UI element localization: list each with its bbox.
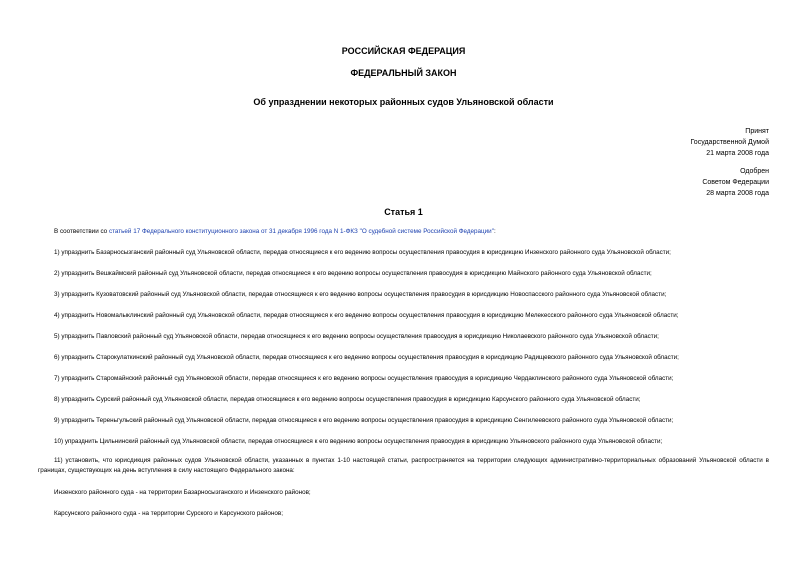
article-intro (38, 227, 769, 237)
list-item: 7) упразднить Старомайнский районный суд Ульяновской области, передав относящиеся к его ведению вопросы осуществления правосудия в юрисдикцию Чердаклинского районного суда Ульяновской области; (54, 375, 674, 382)
list-item: 10) упразднить Цильнинский районный суд Ульяновской области, передав относящиеся к его ведению вопросы осуществления правосудия в юрисдикцию Ульяновского районного суда Ульяновской области; (54, 438, 663, 445)
list-item: 8) упразднить Сурский районный суд Ульяновской области, передав относящиеся к его ведению вопросы осуществления правосудия в юрисдикцию Карсунского районного суда Ульяновской области; (54, 396, 641, 403)
list-item: 1) упразднить Базарносызганский районный суд Ульяновской области, передав относящиеся к его ведению вопросы осуществления правосудия в юрисдикцию Инзенского районного суда Ульяновской области; (54, 249, 671, 256)
list-item: 3) упразднить Кузоватовский районный суд Ульяновской области, передав относящиеся к его ведению вопросы осуществления правосудия в юрисдикцию Новоспасского районного суда Ульяновской области; (54, 291, 667, 298)
approved-date: 28 марта 2008 года (706, 190, 769, 197)
adopted-block (690, 126, 769, 159)
list-item: 5) упразднить Павловский районный суд Ульяновской области, передав относящиеся к его ведению вопросы осуществления правосудия в юрисдикцию Николаевского районного суда Ульяновской области; (54, 333, 659, 340)
approved-body: Советом Федерации (702, 179, 769, 186)
intro-prefix: В соответствии со (54, 228, 109, 235)
sub-item: Инзенского районного суда - на территории Базарносызганского и Инзенского районов; (54, 489, 311, 496)
adopted-label: Принят (745, 128, 769, 135)
adopted-body: Государственной Думой (690, 139, 769, 146)
approved-block (702, 166, 769, 199)
sub-item: Карсунского районного суда - на территории Сурского и Карсунского районов; (54, 510, 283, 517)
list-item: 4) упразднить Новомалыклинский районный суд Ульяновской области, передав относящиеся к его ведению вопросы осуществления правосудия в юрисдикцию Мелекесского районного суда Ульяновской области; (54, 312, 679, 319)
article-heading: Статья 1 (384, 207, 423, 217)
doc-type-heading: ФЕДЕРАЛЬНЫЙ ЗАКОН (350, 68, 457, 78)
list-item: 6) упразднить Старокулаткинский районный суд Ульяновской области, передав относящиеся к его ведению вопросы осуществления правосудия в юрисдикцию Радищевского районного суда Ульяновской области; (54, 354, 679, 361)
list-item: 2) упразднить Вешкаймский районный суд Ульяновской области, передав относящиеся к его ведению вопросы осуществления правосудия в юрисдикцию Майнского районного суда Ульяновской области; (54, 270, 652, 277)
constitutional-law-link[interactable]: статьей 17 Федерального конституционного закона от 31 декабря 1996 года N 1-ФКЗ "О судебной системе Российской Федерации" (108, 228, 494, 235)
country-heading: РОССИЙСКАЯ ФЕДЕРАЦИЯ (341, 46, 466, 56)
approved-label: Одобрен (740, 168, 769, 175)
list-item: 11) установить, что юрисдикция районных судов Ульяновской области, указанных в пунктах 1-10 настоящей статьи, распространяется на территории следующих административно-территориальных образований Ульяновской области в границах, существующих на день вступления в силу настоящего Федерального закона: (38, 457, 769, 474)
law-title: Об упразднении некоторых районных судов Ульяновской области (253, 97, 554, 107)
adopted-date: 21 марта 2008 года (706, 150, 769, 157)
list-item: 9) упразднить Тереньгульский районный суд Ульяновской области, передав относящиеся к его ведению вопросы осуществления правосудия в юрисдикцию Сенгилеевского районного суда Ульяновской области; (54, 417, 674, 424)
intro-suffix: : (493, 228, 496, 235)
